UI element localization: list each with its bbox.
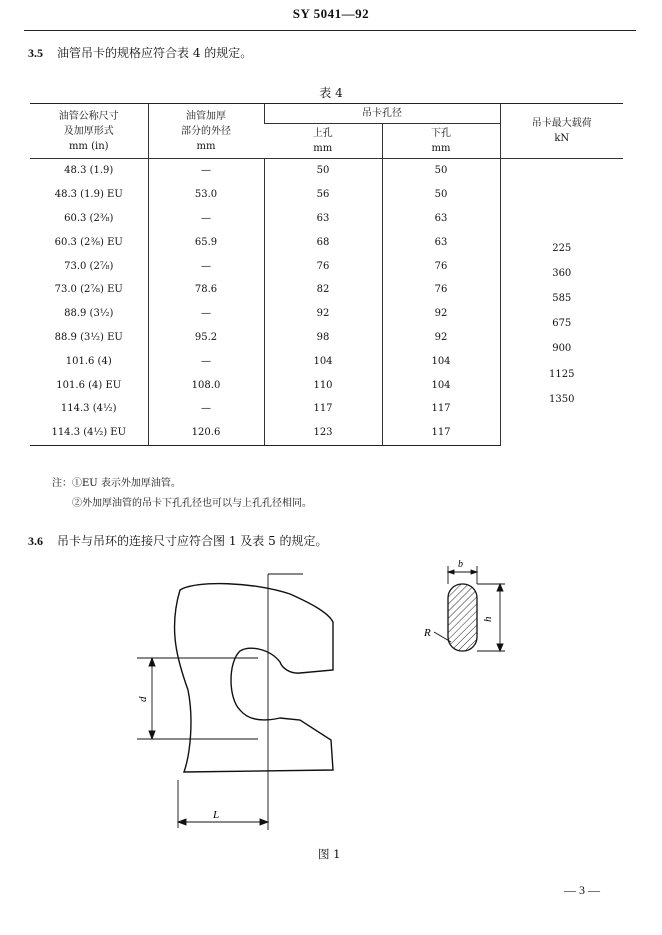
cell-load-column: [500, 159, 623, 446]
cell-lower: 92: [382, 326, 500, 350]
cell-lower: 63: [382, 207, 500, 231]
cell-upper: 50: [264, 159, 382, 183]
cell-upper: 56: [264, 183, 382, 207]
cell-upper: 123: [264, 421, 382, 445]
section-text: 吊卡与吊环的连接尺寸应符合图 1 及表 5 的规定。: [57, 534, 328, 548]
cell-od: —: [148, 207, 264, 231]
cell-size: 88.9 (3¹⁄₂) EU: [54, 331, 123, 343]
section-number: 3.5: [28, 46, 43, 60]
header-line: mm: [196, 140, 216, 152]
header-line: 部分的外径: [181, 125, 231, 137]
cell-size: 73.0 (2⁷⁄₈): [64, 260, 114, 272]
header-load: [500, 104, 623, 159]
page-header: SY 5041—92: [292, 6, 370, 21]
header-line: mm: [313, 143, 333, 154]
dimension-lines: [137, 574, 303, 830]
load-value: 1125: [549, 368, 575, 380]
table-row: [30, 159, 623, 183]
cell-upper: 92: [264, 302, 382, 326]
elevator-outline: [175, 584, 333, 772]
cell-upper: 117: [264, 397, 382, 421]
figure-1-drawing: [0, 550, 662, 840]
load-value: 360: [552, 268, 572, 280]
cell-upper: 82: [264, 278, 382, 302]
cell-size: 114.3 (4¹⁄₂) EU: [30, 421, 148, 445]
link-section: [448, 584, 477, 651]
cell-lower: 104: [382, 349, 500, 373]
section-text: 油管吊卡的规格应符合表 4 的规定。: [57, 46, 253, 60]
cell-od: —: [148, 159, 264, 183]
cell-lower: 63: [382, 230, 500, 254]
header-hole-group: 吊卡孔径: [264, 104, 500, 124]
header-od: [148, 104, 264, 159]
header-size: [30, 104, 148, 159]
load-value: 1350: [549, 393, 575, 405]
cell-upper: 104: [264, 349, 382, 373]
cell-upper: 76: [264, 254, 382, 278]
cell-lower: 50: [382, 183, 500, 207]
cell-lower: 104: [382, 373, 500, 397]
cell-size: 88.9 (3¹⁄₂): [64, 308, 114, 320]
label-h: h: [482, 616, 494, 622]
load-value: 675: [552, 318, 572, 330]
load-value: 225: [552, 243, 572, 255]
link-cross-section: [448, 584, 477, 651]
cell-od: 95.2: [148, 326, 264, 350]
cell-size: 48.3 (1.9): [64, 165, 114, 177]
elevator-profile: [175, 584, 333, 772]
label-R: R: [424, 627, 431, 639]
header-line: mm (in): [68, 140, 109, 152]
header-line: 油管加厚: [186, 110, 226, 122]
cell-size: 114.3 (4¹⁄₂): [60, 403, 117, 415]
header-line: 及加厚形式: [63, 125, 114, 137]
header-line: 上孔: [312, 128, 333, 139]
label-L: L: [213, 809, 220, 821]
label-b: b: [458, 559, 463, 570]
spec-table: [30, 103, 623, 446]
section-number: 3.6: [28, 534, 43, 548]
cell-size: 101.6 (4) EU: [56, 379, 122, 391]
cell-upper: 63: [264, 207, 382, 231]
load-value: 900: [552, 343, 572, 355]
cell-od: 120.6: [148, 421, 264, 445]
cell-size: 48.3 (1.9) EU: [54, 189, 123, 201]
table-note-2: ②外加厚油管的吊卡下孔孔径也可以与上孔孔径相同。: [72, 498, 312, 509]
header-line: kN: [554, 133, 570, 144]
cell-od: —: [148, 397, 264, 421]
cell-od: 53.0: [148, 183, 264, 207]
section-3-5: [28, 44, 252, 61]
cell-size: 101.6 (4): [65, 355, 112, 367]
page-number: — 3 —: [564, 883, 600, 897]
cell-size: 60.3 (2³⁄₈): [64, 212, 114, 224]
cell-lower: 117: [382, 421, 500, 445]
cell-upper: 68: [264, 230, 382, 254]
cell-od: —: [148, 349, 264, 373]
cell-lower: 92: [382, 302, 500, 326]
header-line: mm: [431, 143, 451, 154]
header-lower: [382, 124, 500, 159]
header-line: 油管公称尺寸: [58, 110, 119, 122]
table-note-1: 注：①EU 表示外加厚油管。: [52, 478, 181, 489]
cell-lower: 76: [382, 254, 500, 278]
cell-od: 65.9: [148, 230, 264, 254]
cell-lower: 76: [382, 278, 500, 302]
section-3-6: [28, 532, 328, 549]
cell-lower: 117: [382, 397, 500, 421]
header-line: 吊卡最大载荷: [531, 118, 592, 129]
cell-od: 78.6: [148, 278, 264, 302]
cell-size: 60.3 (2³⁄₈) EU: [54, 236, 123, 248]
cell-lower: 50: [382, 159, 500, 183]
load-value: 585: [552, 293, 572, 305]
cell-upper: 110: [264, 373, 382, 397]
label-d: d: [137, 696, 149, 702]
table-caption: 表 4: [319, 86, 343, 100]
cell-od: —: [148, 302, 264, 326]
header-line: 下孔: [431, 128, 451, 139]
cell-size: 73.0 (2⁷⁄₈) EU: [54, 284, 123, 296]
header-rule: [24, 30, 636, 31]
cell-od: 108.0: [148, 373, 264, 397]
cell-od: —: [148, 254, 264, 278]
header-upper: [264, 124, 382, 159]
cell-upper: 98: [264, 326, 382, 350]
figure-caption: 图 1: [318, 847, 341, 861]
